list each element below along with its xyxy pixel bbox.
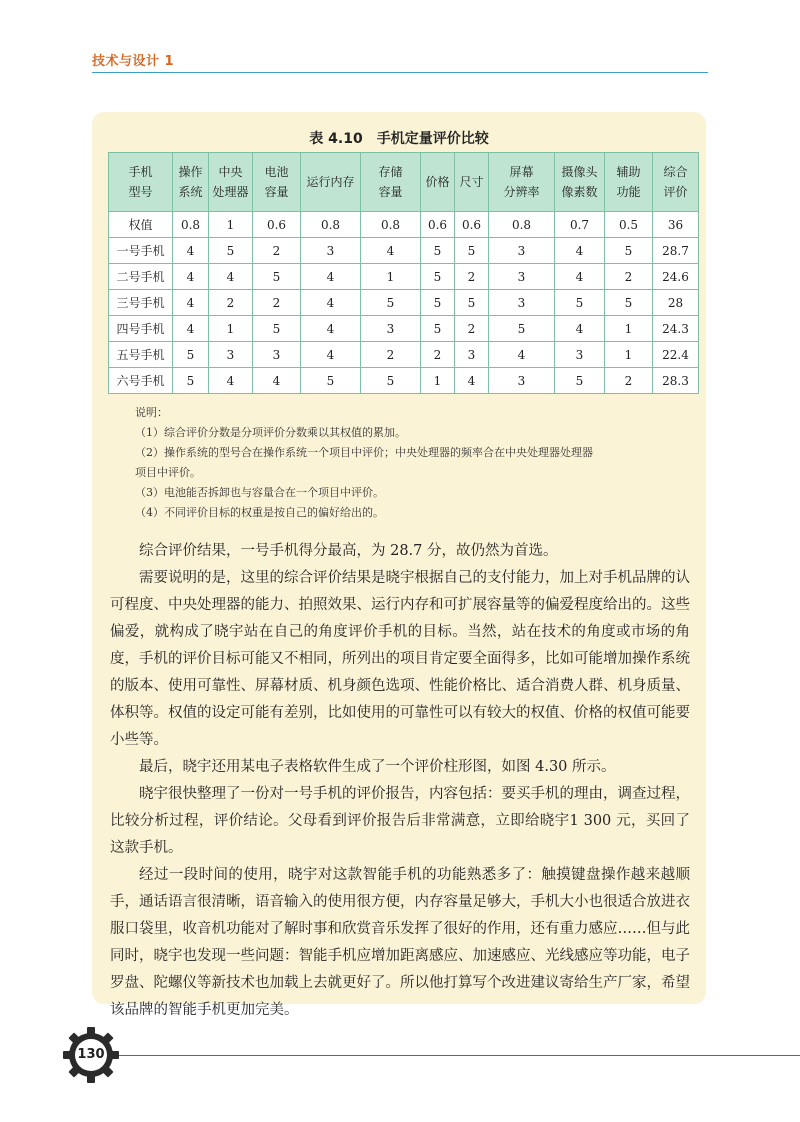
row-label-cell: 五号手机 — [109, 342, 173, 368]
table-cell: 1 — [209, 212, 253, 238]
row-label-cell: 二号手机 — [109, 264, 173, 290]
table-cell: 3 — [253, 342, 301, 368]
table-cell: 4 — [301, 342, 361, 368]
table-cell: 5 — [209, 238, 253, 264]
table-cell: 2 — [455, 264, 489, 290]
table-row — [109, 342, 699, 368]
paragraph: 最后，晓宇还用某电子表格软件生成了一个评价柱形图，如图 4.30 所示。 — [139, 759, 616, 775]
table-cell: 5 — [173, 368, 209, 394]
table-cell: 4 — [555, 264, 605, 290]
table-cell: 4 — [209, 264, 253, 290]
column-header: 手机 型号 — [109, 153, 173, 212]
table-cell: 2 — [253, 290, 301, 316]
table-cell: 36 — [653, 212, 699, 238]
table-cell: 0.8 — [361, 212, 421, 238]
table-caption: 表 4.10 手机定量评价比较 — [309, 131, 489, 147]
page-number: 130 — [77, 1047, 105, 1062]
table-cell: 5 — [455, 238, 489, 264]
table-cell: 5 — [173, 342, 209, 368]
table-cell: 5 — [605, 238, 653, 264]
table-cell: 4 — [301, 290, 361, 316]
table-cell: 5 — [253, 264, 301, 290]
table-cell: 3 — [489, 264, 555, 290]
table-row — [109, 212, 699, 238]
table-cell: 1 — [361, 264, 421, 290]
table-cell: 0.6 — [421, 212, 455, 238]
column-header: 屏幕 分辨率 — [489, 153, 555, 212]
table-cell: 4 — [173, 264, 209, 290]
body-text — [110, 538, 690, 1024]
row-label-cell: 权值 — [109, 212, 173, 238]
running-header-title: 技术与设计 1 — [92, 54, 175, 69]
table-cell: 5 — [301, 368, 361, 394]
table-cell: 4 — [301, 264, 361, 290]
table-cell: 5 — [421, 316, 455, 342]
column-header: 摄像头 像素数 — [555, 153, 605, 212]
table-cell: 4 — [555, 238, 605, 264]
table-cell: 5 — [455, 290, 489, 316]
table-cell: 4 — [455, 368, 489, 394]
table-row — [109, 368, 699, 394]
row-label-cell: 六号手机 — [109, 368, 173, 394]
table-cell: 4 — [209, 368, 253, 394]
table-row — [109, 238, 699, 264]
table-cell: 0.8 — [489, 212, 555, 238]
table-cell: 4 — [361, 238, 421, 264]
table-row — [109, 290, 699, 316]
row-label-cell: 三号手机 — [109, 290, 173, 316]
table-cell: 3 — [361, 316, 421, 342]
note-item: （3）电池能否拆卸也与容量合在一个项目中评价。 — [135, 486, 384, 499]
table-cell: 2 — [361, 342, 421, 368]
comparison-table — [108, 152, 699, 394]
table-cell: 24.3 — [653, 316, 699, 342]
table-cell: 5 — [489, 316, 555, 342]
table-cell: 5 — [421, 264, 455, 290]
table-cell: 5 — [361, 290, 421, 316]
table-cell: 4 — [253, 368, 301, 394]
table-cell: 5 — [253, 316, 301, 342]
table-notes — [135, 403, 695, 523]
paragraph: 综合评价结果，一号手机得分最高，为 28.7 分，故仍然为首选。 — [139, 543, 558, 559]
row-label-cell: 四号手机 — [109, 316, 173, 342]
table-cell: 3 — [301, 238, 361, 264]
table-cell: 4 — [173, 238, 209, 264]
table-cell: 28.7 — [653, 238, 699, 264]
table-cell: 4 — [489, 342, 555, 368]
table-cell: 0.5 — [605, 212, 653, 238]
column-header: 中央 处理器 — [209, 153, 253, 212]
table-cell: 2 — [605, 368, 653, 394]
table-cell: 5 — [361, 368, 421, 394]
table-cell: 1 — [209, 316, 253, 342]
paragraph: 需要说明的是，这里的综合评价结果是晓宇根据自己的支付能力，加上对手机品牌的认可程度、中央处理器的能力、拍照效果、运行内存和可扩展容量等的偏爱程度给出的。这些偏爱，就构成了晓宇站在自己的角度评价手机的目标。当然，站在技术的角度或市场的角度，手机的评价目标可能又不相同，所列出的项目肯定要全面得多，比如可能增加操作系统的版本、使用可靠性、屏幕材质、机身颜色选项、性能价格比、适合消费人群、机身质量、体积等。权值的设定可能有差别，比如使用的可靠性可以有较大的权值、价格的权值可能要小些等。 — [110, 570, 690, 748]
table-cell: 0.7 — [555, 212, 605, 238]
table-cell: 0.8 — [301, 212, 361, 238]
table-cell: 4 — [173, 290, 209, 316]
table-cell: 5 — [555, 290, 605, 316]
paragraph: 晓宇很快整理了一份对一号手机的评价报告，内容包括：要买手机的理由，调查过程，比较分析过程，评价结论。父母看到评价报告后非常满意，立即给晓宇1 300 元，买回了这款手机。 — [110, 786, 690, 856]
table-cell: 0.6 — [253, 212, 301, 238]
table-cell: 2 — [209, 290, 253, 316]
table-cell: 28 — [653, 290, 699, 316]
table-cell: 5 — [555, 368, 605, 394]
note-item: （4）不同评价目标的权重是按自己的偏好给出的。 — [135, 506, 384, 519]
table-cell: 1 — [605, 342, 653, 368]
table-cell: 5 — [605, 290, 653, 316]
table-cell: 3 — [489, 290, 555, 316]
table-cell: 3 — [209, 342, 253, 368]
row-label-cell: 一号手机 — [109, 238, 173, 264]
table-row — [109, 316, 699, 342]
table-cell: 3 — [555, 342, 605, 368]
table-cell: 0.8 — [173, 212, 209, 238]
table-cell: 5 — [421, 290, 455, 316]
table-cell: 2 — [605, 264, 653, 290]
column-header: 操作 系统 — [173, 153, 209, 212]
column-header: 价格 — [421, 153, 455, 212]
column-header: 尺寸 — [455, 153, 489, 212]
notes-heading: 说明： — [135, 406, 168, 419]
table-cell: 3 — [489, 238, 555, 264]
note-item: （2）操作系统的型号合在操作系统一个项目中评价；中央处理器的频率合在中央处理器处理器 — [135, 446, 593, 459]
column-header: 运行内存 — [301, 153, 361, 212]
table-row — [109, 264, 699, 290]
table-cell: 5 — [421, 238, 455, 264]
table-cell: 3 — [455, 342, 489, 368]
table-cell: 1 — [605, 316, 653, 342]
table-cell: 0.6 — [455, 212, 489, 238]
header-divider — [92, 72, 708, 73]
footer-divider — [100, 1055, 800, 1056]
table-cell: 3 — [489, 368, 555, 394]
paragraph: 经过一段时间的使用，晓宇对这款智能手机的功能熟悉多了：触摸键盘操作越来越顺手，通话语言很清晰，语音输入的使用很方便，内存容量足够大，手机大小也很适合放进衣服口袋里，收音机功能对了解时事和欣赏音乐发挥了很好的作用，还有重力感应……但与此同时，晓宇也发现一些问题：智能手机应增加距离感应、加速感应、光线感应等功能，电子罗盘、陀螺仪等新技术也加载上去就更好了。所以他打算写个改进建议寄给生产厂家，希望该品牌的智能手机更加完美。 — [110, 867, 690, 1018]
table-cell: 22.4 — [653, 342, 699, 368]
note-item: 项目中评价。 — [135, 466, 201, 479]
table-cell: 2 — [421, 342, 455, 368]
table-header-row — [109, 153, 699, 212]
column-header: 辅助 功能 — [605, 153, 653, 212]
table-cell: 28.3 — [653, 368, 699, 394]
table-cell: 4 — [555, 316, 605, 342]
column-header: 存储 容量 — [361, 153, 421, 212]
column-header: 综合 评价 — [653, 153, 699, 212]
table-cell: 1 — [421, 368, 455, 394]
column-header: 电池 容量 — [253, 153, 301, 212]
note-item: （1）综合评价分数是分项评价分数乘以其权值的累加。 — [135, 426, 406, 439]
table-cell: 2 — [253, 238, 301, 264]
table-cell: 4 — [301, 316, 361, 342]
table-cell: 4 — [173, 316, 209, 342]
table-cell: 24.6 — [653, 264, 699, 290]
table-cell: 2 — [455, 316, 489, 342]
